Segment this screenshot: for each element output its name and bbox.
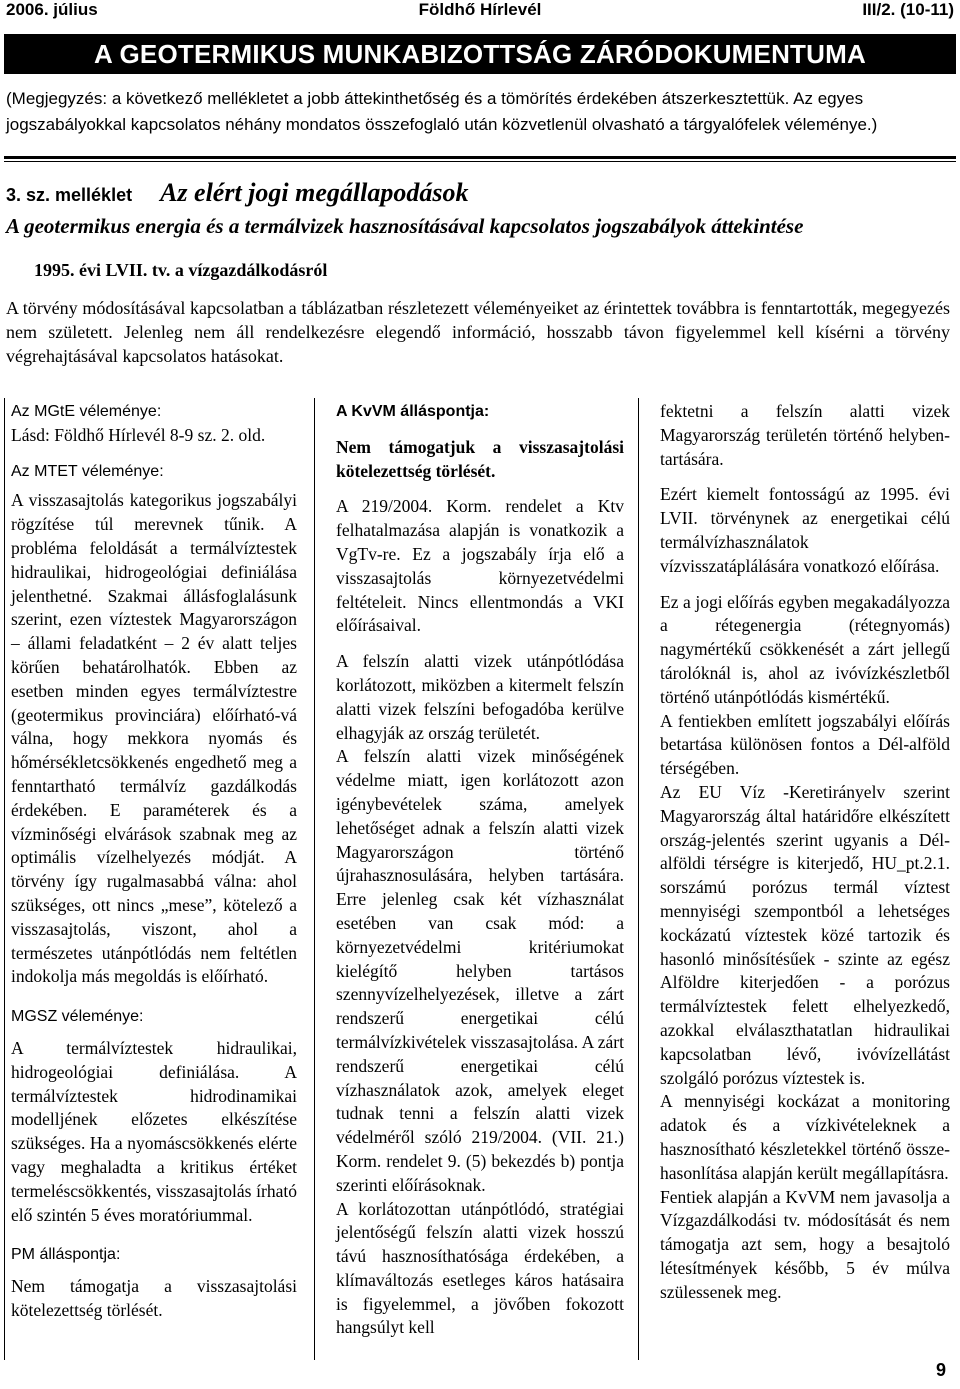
column-divider-2	[314, 398, 315, 1360]
note-divider-top	[4, 156, 956, 159]
page-number: 9	[935, 1360, 946, 1380]
kvvm-paragraph-3: A felszín alatti vizek minőségének védelme miatt, igen korlátozott azon igénybevételek száma, amelyek lehetőséget adnak a felszín alatti vizek Magyarországon történő újrahasznosulására, helyben tartására. Erre jelenleg csak két vízhasználat esetében van csak mód: a környezetvédelmi kritériumokat kielégítő helyben tartásos szennyvízelhelyezések, illetve a zárt rendszerű energetikai célú termálvízkivételek visszasajtolása. A zárt rendszerű energetikai célú vízhasználatok azok, amelyek eleget tudnak tenni a felszín alatti vizek védelméről szóló 219/2004. (VII. 21.) Korm. rendelet 9. (5) bekezdés b) pontja szerinti előírásoknak.	[336, 746, 624, 1195]
pm-text: Nem támogatja a visszasajtolási kötelezettség törlését.	[11, 1276, 297, 1320]
law-intro: A törvény módosításával kapcsolatban a táblázatban részletezett véleményeiket az érintettek továbbra is fenntartották, megegyezés nem született. Jelenleg nem áll rendelkezésre elegendő információ, hosszabb távon figyelemmel kell kísérni a törvény végrehajtásával kapcsolatos hatásokat.	[6, 298, 950, 366]
header-date: 2006. július	[6, 0, 98, 19]
mtet-text: A visszasajtolás kategorikus jogszabályi rögzítése túl merevnek tűnik. A probléma feloldását a termálvíztestek hidraulikai, hidrogeológiai definiálása jelenthetné. Szakmai állásfoglalásunk szerint, ezen víztestek Magyarországon – állami feladatként – 2 év alatt teljes körűen behatárolhatók. Ebben az esetben minden egyes termálvíztestre (geotermikus provinciára) előírható-vá válna, hogy mekkora nyomás és hőmérsékletcsökkenés engedhető meg a fenntartható termálvíz gazdálkodás érdekében. E paraméterek és a vízminőségi elvárások szabnak meg az optimális vízelhelyezés módját. A törvény így rugalmasabbá válna: ahol szükséges, ott nincs „mese”, kötelező a visszasajtolás, viszont, ahol a természetes utánpótlódás nem feltétlen indokolja más megoldás is előírható.	[11, 490, 297, 987]
kvvm-continued-5: Az EU Víz -Keretirányelv szerint Magyarország által határidőre elkészített ország-jelentés szerint ugyanis a Dél-alföldi térségre is kiterjedő, HU_pt.2.1. sorszámú porózus termál víztest mennyiségi szempontból a lehetséges kockázatú víztestek közé tartozik és hasonló minősítésűek - szinte az egész Alföldre kiterjedően - a porózus termálvíztestek felett elhelyezkedő, azokkal elválaszthatatlan hidraulikai kapcsolatban lévő, ivóvízellátást szolgáló porózus víztestek is.	[660, 781, 950, 1088]
kvvm-paragraph-2: A felszín alatti vizek utánpótlódása korlátozott, miközben a kitermelt felszín alatti vizek felszíni befogadóba kerülve elhagyják az ország területét.	[336, 651, 624, 743]
editor-note: (Megjegyzés: a következő mellékletet a jobb áttekinthetőség és a tömörítés érdekében átszerkesztettük. Az egyes jogszabályokkal kapcsolatos néhány mondatos összefoglaló után közvetlenül olvasható a tárgyalófelek véleménye.)	[6, 89, 878, 134]
mgte-heading: Az MGtE véleménye:	[11, 403, 162, 420]
kvvm-heading: A KvVM álláspontja:	[336, 403, 490, 420]
pm-heading: PM álláspontja:	[11, 1246, 121, 1264]
annex-title: Az elért jogi megállapodások	[160, 178, 469, 207]
kvvm-continued-4: A fentiekben említett jogszabályi előírás betartása különösen fontos a Dél-alföld térségében.	[660, 710, 950, 779]
law-title: 1995. évi LVII. tv. a vízgazdálkodásról	[34, 260, 328, 280]
column-middle	[336, 400, 624, 1340]
annex-heading	[6, 178, 946, 208]
kvvm-continued-1: fektetni a felszín alatti vizek Magyarország területén történő helyben-tartására.	[660, 401, 950, 469]
kvvm-paragraph-4: A korlátozottan utánpótlódó, stratégiai jelentőségű felszín alatti vizek hosszú távú hasznosíthatósága érdekében, a klímaváltozás esetleges káros hatásaira is figyelemmel, a jövőben fokozott hangsúlyt kell	[336, 1198, 624, 1338]
page-header	[0, 0, 960, 34]
annex-number: 3. sz. melléklet	[6, 185, 133, 205]
kvvm-paragraph-1: A 219/2004. Korm. rendelet a Ktv felhatalmazása alapján is vonatkozik a VgTv-re. Ez a jogszabály írja elő a visszasajtolás környezetvédelmi feltételeit. Nincs ellentmondás a VKI előírásaival.	[336, 496, 624, 636]
annex-subtitle: A geotermikus energia és a termálvizek hasznosításával kapcsolatos jogszabályok áttekintése	[6, 214, 804, 238]
document-title: A GEOTERMIKUS MUNKABIZOTTSÁG ZÁRÓDOKUMENTUMA	[4, 34, 956, 74]
column-left	[11, 400, 297, 1323]
header-publication: Földhő Hírlevél	[418, 0, 542, 19]
kvvm-continued-3: Ez a jogi előírás egyben megakadályozza a rétegenergia (rétegnyomás) nagymértékű csökkenését a zárt jellegű tárolóknál is, ahol az ivóvízkészletből történő utánpótlódás kismértékű.	[660, 591, 950, 707]
mtet-heading: Az MTET véleménye:	[11, 462, 164, 480]
kvvm-continued-7: Fentiek alapján a KvVM nem javasolja a Vízgazdálkodási tv. módosítását és nem támogatja azt sem, hogy a besajtoló létesítmények később, 5 év múlva szülessenek meg.	[660, 1186, 950, 1302]
note-divider-bottom	[4, 161, 956, 162]
header-issue: III/2. (10-11)	[862, 0, 954, 19]
kvvm-continued-6: A mennyiségi kockázat a monitoring adatok és a vízkivételeknek a hasznosítható készletekkel történő össze-hasonlítása alapján került megállapításra.	[660, 1091, 950, 1183]
column-right	[660, 400, 950, 1304]
kvvm-continued-2: Ezért kiemelt fontosságú az 1995. évi LVII. törvénynek az energetikai célú termálvízhasználatok vízvisszatáplálására vonatkozó előírása.	[660, 484, 950, 576]
column-divider-3	[638, 398, 639, 1360]
mgsz-heading: MGSZ véleménye:	[11, 1008, 144, 1026]
kvvm-position: Nem támogatjuk a visszasajtolási kötelezettség törlését.	[336, 436, 624, 481]
mgte-text: Lásd: Földhő Hírlevél 8-9 sz. 2. old.	[11, 424, 266, 445]
mgsz-text: A termálvíztestek hidraulikai, hidrogeológiai definiálása. A termálvíztestek hidrodinamikai modelljének előzetes elkészítése szükséges. Ha a nyomáscsökkenés elérte vagy meghaladta a kritikus értéket termeléscsökkentés, visszasajtolás írható elő szintén 5 éves moratóriummal.	[11, 1037, 297, 1225]
column-divider-1	[4, 398, 5, 1360]
